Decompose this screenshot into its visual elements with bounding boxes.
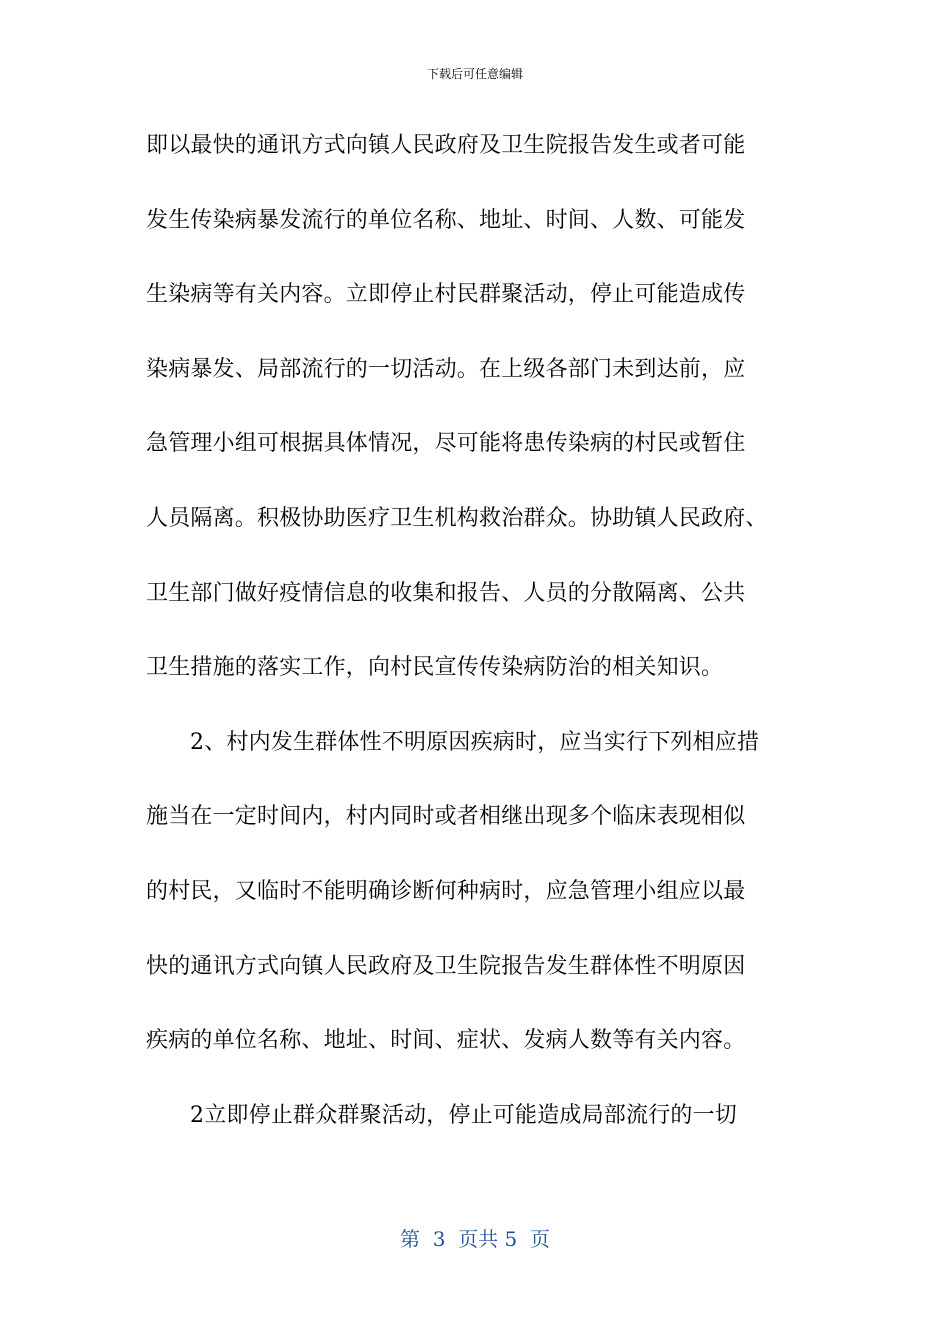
paragraph-start-line: 2立即停止群众群聚活动，停止可能造成局部流行的一切 <box>190 1102 737 1128</box>
text-line: 染病暴发、局部流行的一切活动。在上级各部门未到达前，应 <box>146 356 746 382</box>
text-line: 的村民，又临时不能明确诊断何种病时，应急管理小组应以最 <box>146 878 746 904</box>
page-number-footer: 第 3 页共 5 页 <box>400 1227 550 1251</box>
text-line: 卫生措施的落实工作，向村民宣传传染病防治的相关知识。 <box>146 655 724 681</box>
text-line: 即以最快的通讯方式向镇人民政府及卫生院报告发生或者可能 <box>146 133 746 158</box>
paragraph-start-line: 2、村内发生群体性不明原因疾病时，应当实行下列相应措 <box>190 729 760 755</box>
text-line: 施当在一定时间内，村内同时或者相继出现多个临床表现相似 <box>146 804 746 830</box>
document-body <box>146 124 806 1168</box>
page-header: 下载后可任意编辑 <box>426 67 523 81</box>
text-line: 卫生部门做好疫情信息的收集和报告、人员的分散隔离、公共 <box>146 580 746 606</box>
text-line: 人员隔离。积极协助医疗卫生机构救治群众。协助镇人民政府、 <box>146 505 768 531</box>
text-line: 快的通讯方式向镇人民政府及卫生院报告发生群体性不明原因 <box>146 953 746 979</box>
text-line: 生染病等有关内容。立即停止村民群聚活动，停止可能造成传 <box>146 282 746 308</box>
text-line: 发生传染病暴发流行的单位名称、地址、时间、人数、可能发 <box>146 207 746 233</box>
text-line: 疾病的单位名称、地址、时间、症状、发病人数等有关内容。 <box>146 1028 746 1054</box>
text-line: 急管理小组可根据具体情况，尽可能将患传染病的村民或暂住 <box>146 431 746 457</box>
